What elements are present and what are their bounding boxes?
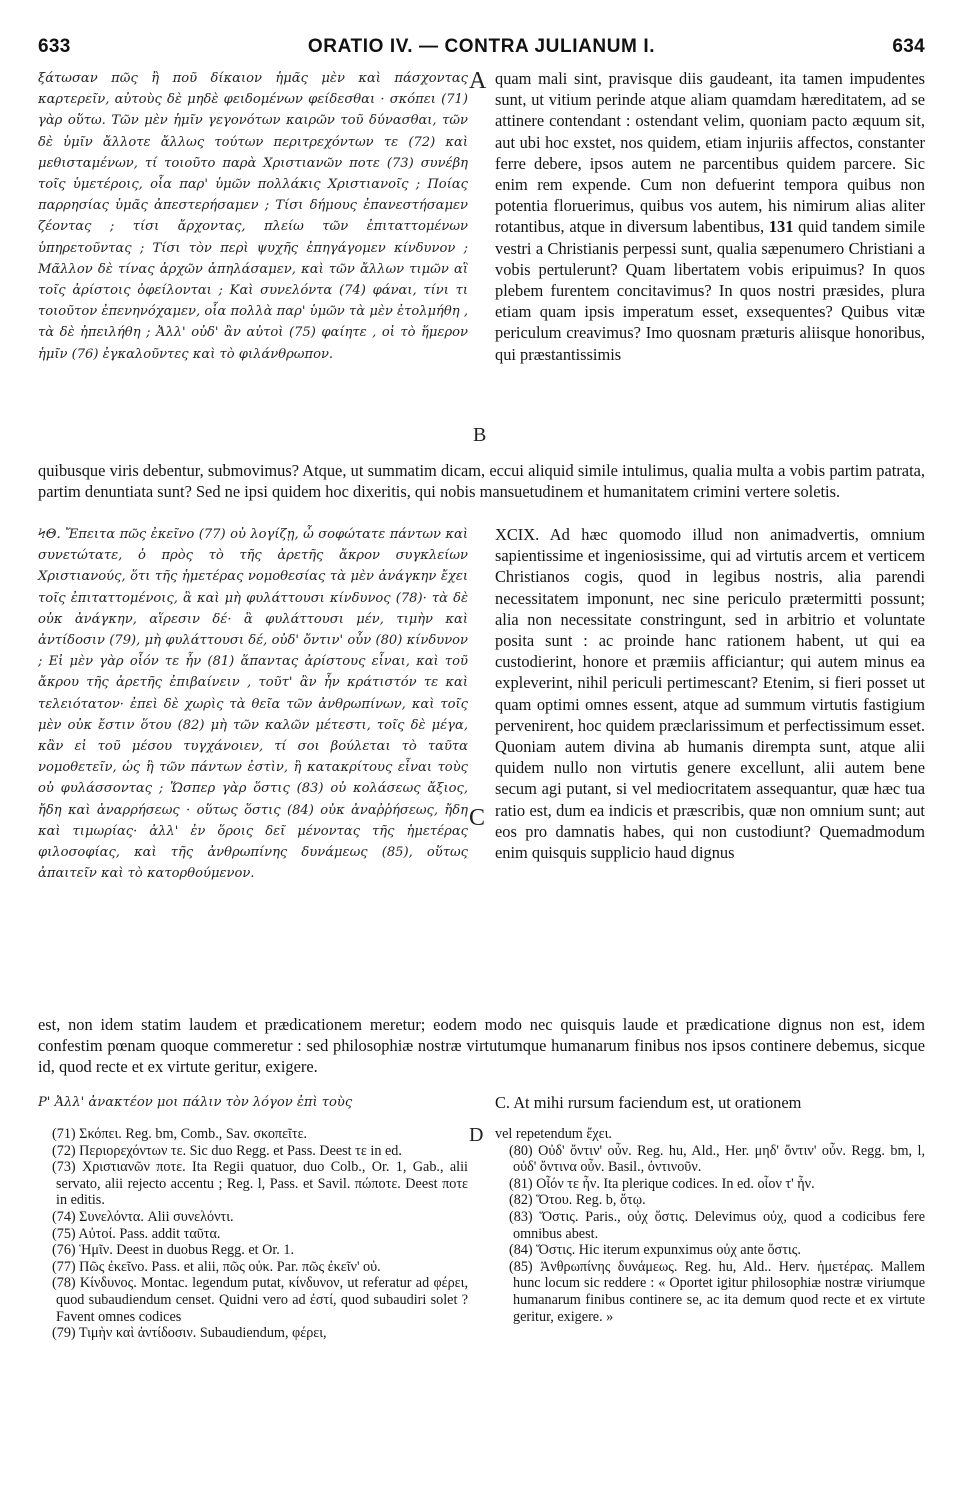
- greek-column-section-3: [38, 1092, 468, 1113]
- running-title: ORATIO IV. — CONTRA JULIANUM I.: [307, 36, 656, 57]
- latin-column-section-1: [495, 68, 925, 365]
- footnote: (73) Χριστιανῶν ποτε. Ita Regii quatuor, duo Colb., Or. 1, Gab., alii servato, alii rejecto accentu ; Reg. l, Pass. et Savil. πώποτε. Deest ποτε in editis.: [52, 1159, 468, 1209]
- margin-letter-a: A: [469, 68, 487, 94]
- footnote: (71) Σκόπει. Reg. bm, Comb., Sav. σκοπεῖτε.: [52, 1126, 308, 1142]
- latin-full-width-section-1: quibusque viris debentur, submovimus? Atque, ut summatim dicam, eccui aliquid simile intulimus, qualia multa a vobis partim patrata, partim denuntiata sunt? Sed ne ipsi quidem hoc dixeritis, qui nobis mansuetudinem et humanitatem crimini vertere soletis.: [38, 461, 925, 502]
- footnote: vel repetendum ἔχει.: [495, 1126, 612, 1142]
- footnote: (80) Οὐδ' ὄντιν' οὖν. Reg. hu, Ald., Her. μηδ' ὄντιν' οὖν. Regg. bm, l, οὐδ' ὄντινα οὖν. Basil., ὀντινοῦν.: [509, 1142, 925, 1176]
- latin-text: [495, 68, 925, 365]
- footnote: (82) Ὅτου. Reg. b, ὅτῳ.: [509, 1192, 646, 1209]
- footnote: (81) Οἷόν τε ἦν. Ita plerique codices. In ed. οἷον τ' ἦν.: [509, 1175, 815, 1192]
- footnote: (77) Πῶς ἐκεῖνο. Pass. et alii, πῶς οὐκ. Par. πῶς ἐκεῖν' οὐ.: [52, 1258, 381, 1275]
- margin-letter-b: B: [473, 424, 487, 446]
- footnote: (85) Ἀνθρωπίνης δυνάμεως. Reg. hu, Ald.. Herv. ἡμετέρας. Mallem hunc locum sic reddere : « Oportet igitur philosophiæ nostræ viriumque humanarum finibus continere se, ac ita demum quod recte et ex virtute geritur, exigere. »: [509, 1258, 925, 1325]
- margin-letter-c: C: [469, 805, 486, 831]
- footnote: (72) Περιορεχόντων τε. Sic duo Regg. et Pass. Deest τε in ed.: [52, 1142, 402, 1159]
- greek-column-section-2: [38, 524, 468, 884]
- margin-letter-d: D: [469, 1124, 484, 1146]
- latin-text-part-1: quam mali sint, pravisque diis gaudeant, ita tamen impudentes sunt, ut vitium perinde atque aliam quamdam hæreditatem, ad se attinere contendant : ostendant velim, quoniam pacto æquum sit, aut ubi hoc exstet, nos quidem, etiam injuriis affectos, constanter ferre debere, ipsos autem ne parcentibus quidem parcere. Sic enim rem expende. Cum non defuerint tempora quibus non potentia floruerimus, quibus vos autem, his nimirum alias aliter rotantibus, atque in diversum labentibus,: [495, 69, 925, 237]
- latin-full-width-section-2: est, non idem statim laudem et prædicationem meretur; eodem modo nec quisquis laude et prædicatione dignus non est, idem confestim pœnam quoque commeretur : sed philosophiæ nostræ virtutumque humanarum finibus nos ipsos continere debemus, sicque id, quod recte et ex virtute geritur, exigere.: [38, 1015, 925, 1077]
- column-number: 131: [768, 217, 794, 237]
- footnote: (78) Κίνδυνος. Montac. legendum putat, κίνδυνον, ut referatur ad φέρει, quod subaudiendum censet. Quidni vero ad ἐστί, quod subaudiri solet ? Favent omnes codices: [52, 1275, 468, 1325]
- page-number-right: 634: [892, 36, 925, 57]
- footnote: (75) Αὐτοί. Pass. addit ταῦτα.: [52, 1225, 221, 1242]
- footnote: (83) Ὅστις. Paris., οὐχ ὅστις. Delevimus οὐχ, quod a codicibus fere omnibus abest.: [509, 1208, 925, 1242]
- latin-column-section-2: [495, 524, 925, 863]
- latin-text: XCIX. Ad hæc quomodo illud non animadvertis, omnium sapientissime et ingeniosissime, qui ad virtutis arcem et verticem Christianos cogis, quod in legibus nostris, alia parendi necessitatem imponunt, nec sine periculo prætermitti possunt; alia non necessitate constringunt, sed in arbitrio et voluntate posita sunt : ac proinde hanc rationem habent, ut qui ea custodierint, honore et præmiis afficiantur; qui autem minus ea expleverint, nihil periculi pertimescant? Etenim, si fieri posset ut quam optimi omnes essent, atque ad summum virtutis fastigium pervenirent, hoc quidem præclarissimum et perfectissimum esset. Quoniam autem divina ab humanis dirempta sunt, atque alii quidem nullo non virtutis genere excellunt, alii autem bene secum agi putant, si vel mediocritatem assequantur, quæ hæc tua ratio est, dum ea indicis et præscribis, quæ non omnium sunt; aut eos pro damnatis habes, qui non custodiunt? Quemadmodum enim quisquis supplicio haud dignus: [495, 525, 925, 863]
- greek-text: ξάτωσαν πῶς ἢ ποῦ δίκαιον ἡμᾶς μὲν καὶ πάσχοντας καρτερεῖν, αὐτοὺς δὲ μηδὲ φειδομένων φείδεσθαι · σκόπει (71) γὰρ οὕτω. Τῶν μὲν ἡμῖν γεγονότων καιρῶν τοῦ δύνασθαι, τῶν δὲ ὑμῖν ἄλλοτε ἄλλως τούτων περιτρεχόντων τε (72) καὶ μεθισταμένων, τί τοιοῦτο παρὰ Χριστιανῶν ποτε (73) συνέβη τοῖς ὑμετέροις, οἷα παρ' ὑμῶν πολλάκις Χριστιανοῖς ; Ποίας παρρησίας ὑμᾶς ἀπεστερήσαμεν ; Τίσι δήμους ἐπανεστήσαμεν ζέοντας ; τίσι ἄρχοντας, πλείω τῶν ἐπιταττομένων ὑπηρετοῦντας ; Τίσι τὸν περὶ ψυχῆς ἐπηγάγομεν κίνδυνον ; Μᾶλλον δὲ τίνας ἀρχῶν ἀπηλάσαμεν, καὶ τῶν ἄλλων τιμῶν αἳ τοῖς ἀρίστοις ὀφείλονται ; Καὶ συνελόντα (74) φάναι, τίνι τι τοιοῦτον ἐπενηνόχαμεν, οἷα πολλὰ παρ' ὑμῶν τὰ μὲν ἐτολμήθη , τὰ δὲ ἠπειλήθη ; Ἀλλ' οὐδ' ἂν αὐτοὶ (75) φαίητε , οἱ τὸ ἥμερον ἡμῖν (76) ἐγκαλοῦντες καὶ τὸ φιλάνθρωπον.: [38, 71, 468, 362]
- footnote: (76) Ἡμῖν. Deest in duobus Regg. et Or. 1.: [52, 1242, 295, 1259]
- footnotes-right: [495, 1126, 925, 1325]
- greek-text: Ρ' Ἀλλ' ἀνακτέον μοι πάλιν τὸν λόγον ἐπὶ τοὺς: [38, 1095, 353, 1110]
- page-number-left: 633: [38, 36, 71, 57]
- latin-text: C. At mihi rursum faciendum est, ut orationem: [495, 1093, 802, 1112]
- footnotes-left: [38, 1126, 468, 1342]
- latin-text-part-2: quid tandem simile vestri a Christianis perpessi sunt, qualia sæpenumero Christiani a vobis pertulerunt? Quam libertatem vobis eripuimus? In quos plebem furentem concitavimus? In quos nostri præsides, plura etiam quam ipsis imperatum esset, exsequentes? Quibus vitæ periculum creavimus? Imo quosnam præturis aliisque honoribus, qui præstantissimis: [495, 217, 925, 364]
- footnote: (79) Τιμὴν καὶ ἀντίδοσιν. Subaudiendum, φέρει,: [52, 1325, 327, 1342]
- footnote: (74) Συνελόντα. Alii συνελόντι.: [52, 1208, 234, 1225]
- latin-column-section-3: [495, 1092, 925, 1113]
- page-header: [38, 36, 925, 62]
- greek-text: ϞΘ. Ἔπειτα πῶς ἐκεῖνο (77) οὐ λογίζῃ, ὦ σοφώτατε πάντων καὶ συνετώτατε, ὁ πρὸς τὸ τῆς ἀρετῆς ἄκρον συγκλείων Χριστιανούς, ὅτι τῆς ἡμετέρας νομοθεσίας τὰ μὲν ἀνάγκην ἔχει τοῖς ἐπιταττομένοις, ἃ καὶ μὴ φυλάττουσι κίνδυνος (78)· τὰ δὲ οὐκ ἀνάγκην, αἵρεσιν δέ· ἃ φυλάττουσι μέν, τιμὴν καὶ ἀντίδοσιν (79), μὴ φυλάττουσι δέ, οὐδ' ὄντιν' οὖν (80) κίνδυνον ; Εἰ μὲν γὰρ οἷόν τε ἦν (81) ἅπαντας ἀρίστους εἶναι, καὶ τοῦ ἄκρου τῆς ἀρετῆς ἐπιβαίνειν , τοῦτ' ἂν ἦν κράτιστόν τε καὶ τελειότατον· ἐπεὶ δὲ χωρὶς τὰ θεῖα τῶν ἀνθρωπίνων, καὶ τοῖς μὲν οὐκ ἔστιν ὅτου (82) μὴ τῶν καλῶν μέτεστι, τοῖς δὲ μέγα, κἂν εἰ τοῦ μέσου τυγχάνοιεν, τί σοι βούλεται τὸ ταῦτα νομοθετεῖν, ὡς ἢ τῶν πάντων ἐστὶν, ἢ κατακρίτους εἶναι τοὺς οὐ φυλάσσοντας ; Ὥσπερ γὰρ ὅστις (83) οὐ κολάσεως ἄξιος, ἤδη καὶ ἀναρρήσεως · οὕτως ὅστις (84) οὐκ ἀναῤῥήσεως, ἤδη καὶ τιμωρίας· ἀλλ' ἐν ὅροις δεῖ μένοντας τῆς ἡμετέρας φιλοσοφίας, καὶ τῆς ἀνθρωπίνης δυνάμεως (85), οὕτως ἀπαιτεῖν καὶ τὸ κατορθούμενον.: [38, 527, 468, 882]
- greek-column-section-1: [38, 68, 468, 365]
- footnote: (84) Ὅστις. Hic iterum expunximus οὐχ ante ὅστις.: [509, 1242, 801, 1259]
